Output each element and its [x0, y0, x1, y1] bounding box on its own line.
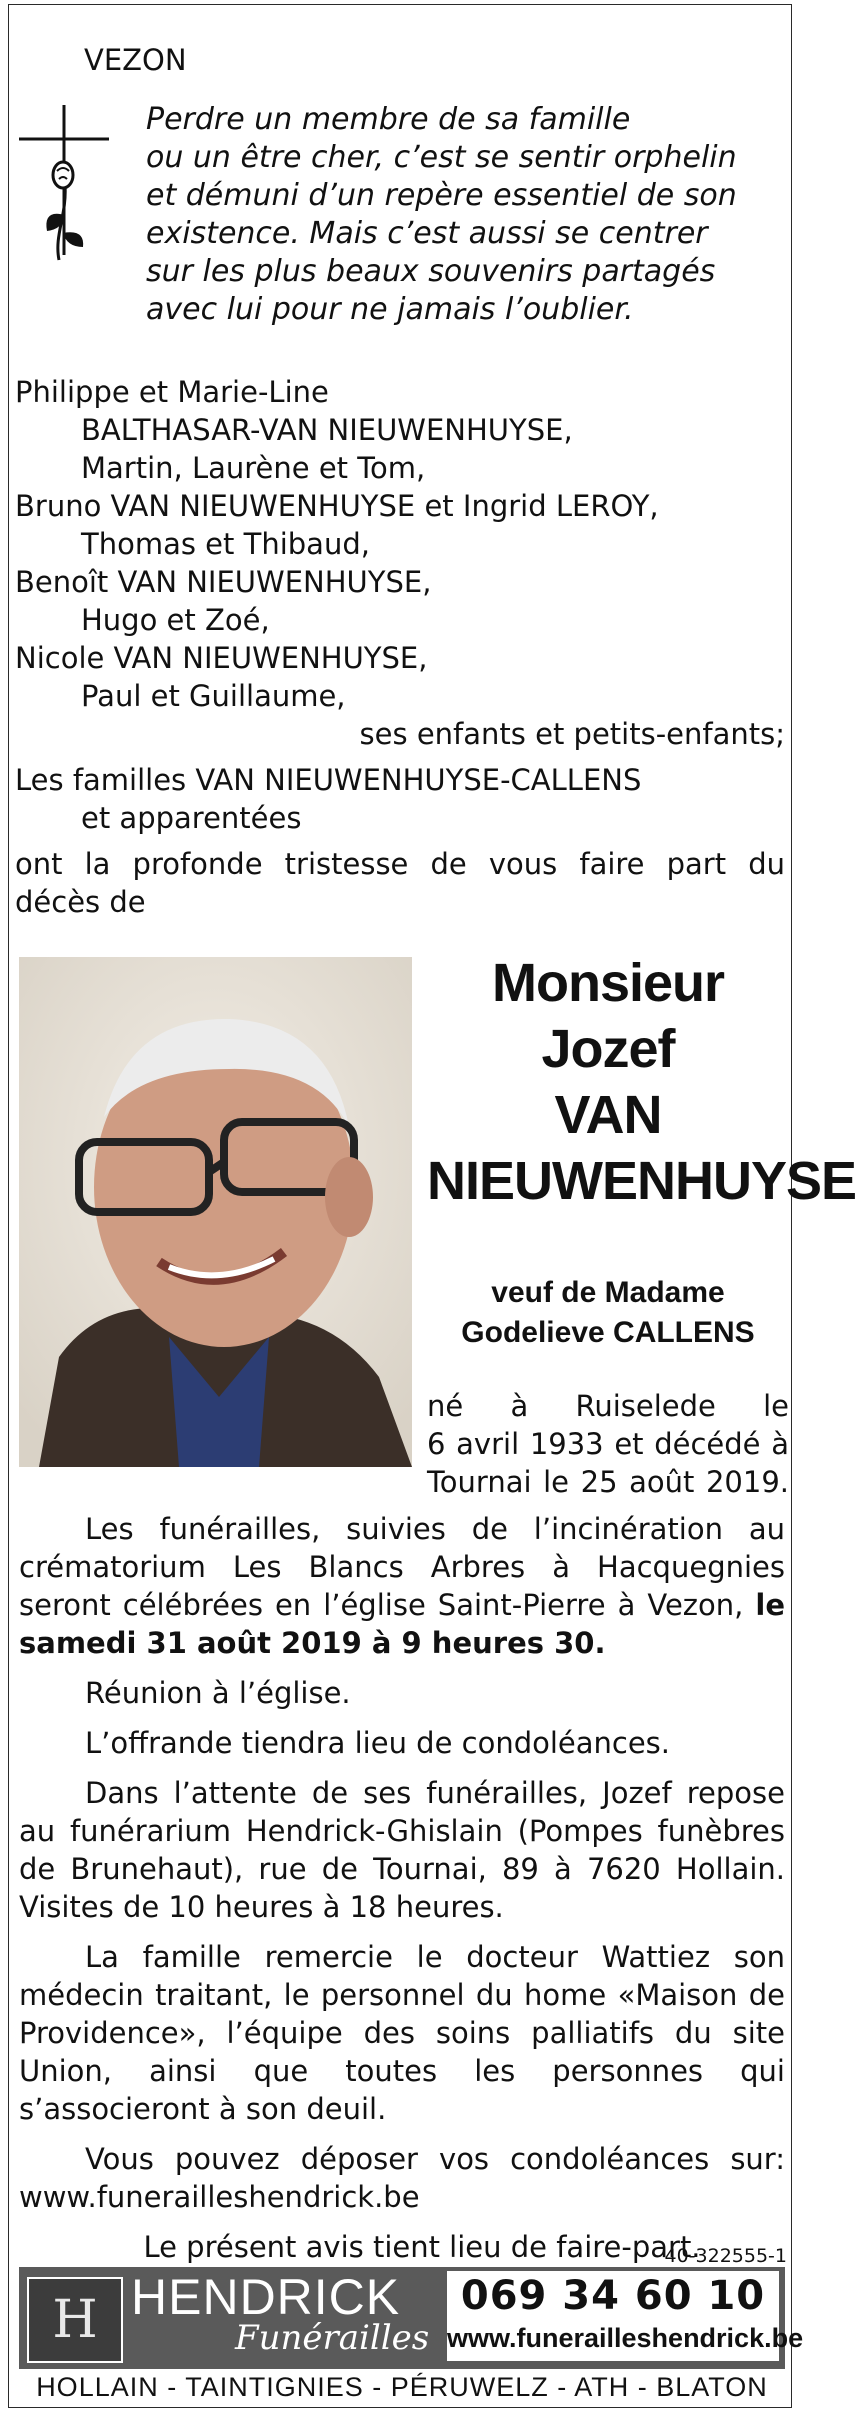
widow-line: Godelieve CALLENS — [461, 1316, 755, 1349]
family-line: Les familles VAN NIEUWENHUYSE-CALLENS — [15, 763, 642, 797]
phone-number: 069 34 60 10 — [460, 2273, 766, 2319]
family-line: Thomas et Thibaud, — [81, 527, 370, 561]
family-line: BALTHASAR-VAN NIEUWENHUYSE, — [81, 413, 573, 447]
paragraph: Vous pouvez déposer vos condoléances sur: www.funerailleshendrick.be — [19, 2142, 785, 2214]
family-line: ses enfants et petits-enfants; — [359, 717, 785, 751]
brand-name: HENDRICK — [131, 2269, 401, 2325]
family-list — [15, 373, 785, 921]
paragraph: Réunion à l’église. — [85, 1676, 351, 1710]
funeral-details — [19, 1510, 785, 2278]
first-name: Jozef — [541, 1019, 675, 1079]
born-line: né à Ruiselede le — [427, 1389, 789, 1423]
quote-line: existence. Mais c’est aussi se centrer — [146, 216, 708, 251]
quote-line: avec lui pour ne jamais l’oublier. — [146, 292, 634, 327]
last-name: VAN — [554, 1085, 662, 1145]
quote-line: Perdre un membre de sa famille — [146, 102, 631, 137]
widower-of — [427, 1273, 789, 1353]
family-line: Philippe et Marie-Line — [15, 375, 329, 409]
memorial-quote — [146, 101, 746, 329]
quote-line: sur les plus beaux souvenirs partagés — [146, 254, 716, 289]
obituary-notice — [8, 4, 856, 2408]
reference-number: 40-322555-1 — [664, 2245, 787, 2267]
paragraph: Le présent avis tient lieu de faire-part. — [143, 2230, 701, 2264]
born-line: 6 avril 1933 et décédé à — [427, 1427, 789, 1461]
family-line: Paul et Guillaume, — [81, 679, 346, 713]
family-line: Hugo et Zoé, — [81, 603, 270, 637]
family-line: Martin, Laurène et Tom, — [81, 451, 426, 485]
family-line: et apparentées — [81, 801, 302, 835]
contact-panel — [447, 2271, 804, 2361]
funeral-home-banner — [19, 2267, 804, 2405]
family-line: décès de — [15, 885, 146, 919]
paragraph: La famille remercie le docteur Wattiez son médecin traitant, le personnel du home «Maison de Providence», l’équipe des soins palliatifs du site Union, ainsi que toutes les personnes qui s’associeront à son deuil. — [19, 1940, 785, 2126]
widow-line: veuf de Madame — [491, 1276, 725, 1309]
portrait-photo — [19, 957, 412, 1467]
paragraph: Dans l’attente de ses funérailles, Jozef repose au funérarium Hendrick-Ghislain (Pompes funèbres de Brunehaut), rue de Tournai, 89 à 7620 Hollain. Visites de 10 heures à 18 heures. — [19, 1776, 785, 1924]
logo-icon: H — [27, 2277, 123, 2363]
cross-rose-icon — [19, 105, 109, 265]
family-line: Benoît VAN NIEUWENHUYSE, — [15, 565, 432, 599]
town-name: VEZON — [84, 43, 187, 77]
last-name: NIEUWENHUYSE — [427, 1151, 856, 1211]
brand-subtitle: Funérailles — [235, 2318, 430, 2358]
website-link[interactable]: www.funerailleshendrick.be — [447, 2323, 804, 2353]
family-line: Nicole VAN NIEUWENHUYSE, — [15, 641, 428, 675]
paragraph: Les funérailles, suivies de l’incinération au crématorium Les Blancs Arbres à Hacquegnies seront célébrées en l’église Saint-Pierre à Vezon, le samedi 31 août 2019 à 9 heures 30. — [19, 1512, 785, 1660]
born-line: Tournai le 25 août 2019. — [427, 1465, 789, 1499]
honorific: Monsieur — [491, 953, 725, 1013]
family-line: Bruno VAN NIEUWENHUYSE et Ingrid LEROY, — [15, 489, 659, 523]
deceased-name — [427, 950, 856, 1214]
paragraph: L’offrande tiendra lieu de condoléances. — [85, 1726, 671, 1760]
locations-list: HOLLAIN - TAINTIGNIES - PÉRUWELZ - ATH - BLATON — [19, 2367, 785, 2407]
quote-line: ou un être cher, c’est se sentir orphelin — [146, 140, 737, 175]
family-line: ont la profonde tristesse de vous faire part du — [15, 847, 785, 881]
quote-line: et démuni d’un repère essentiel de son — [146, 178, 737, 213]
birth-death-info — [427, 1387, 789, 1501]
